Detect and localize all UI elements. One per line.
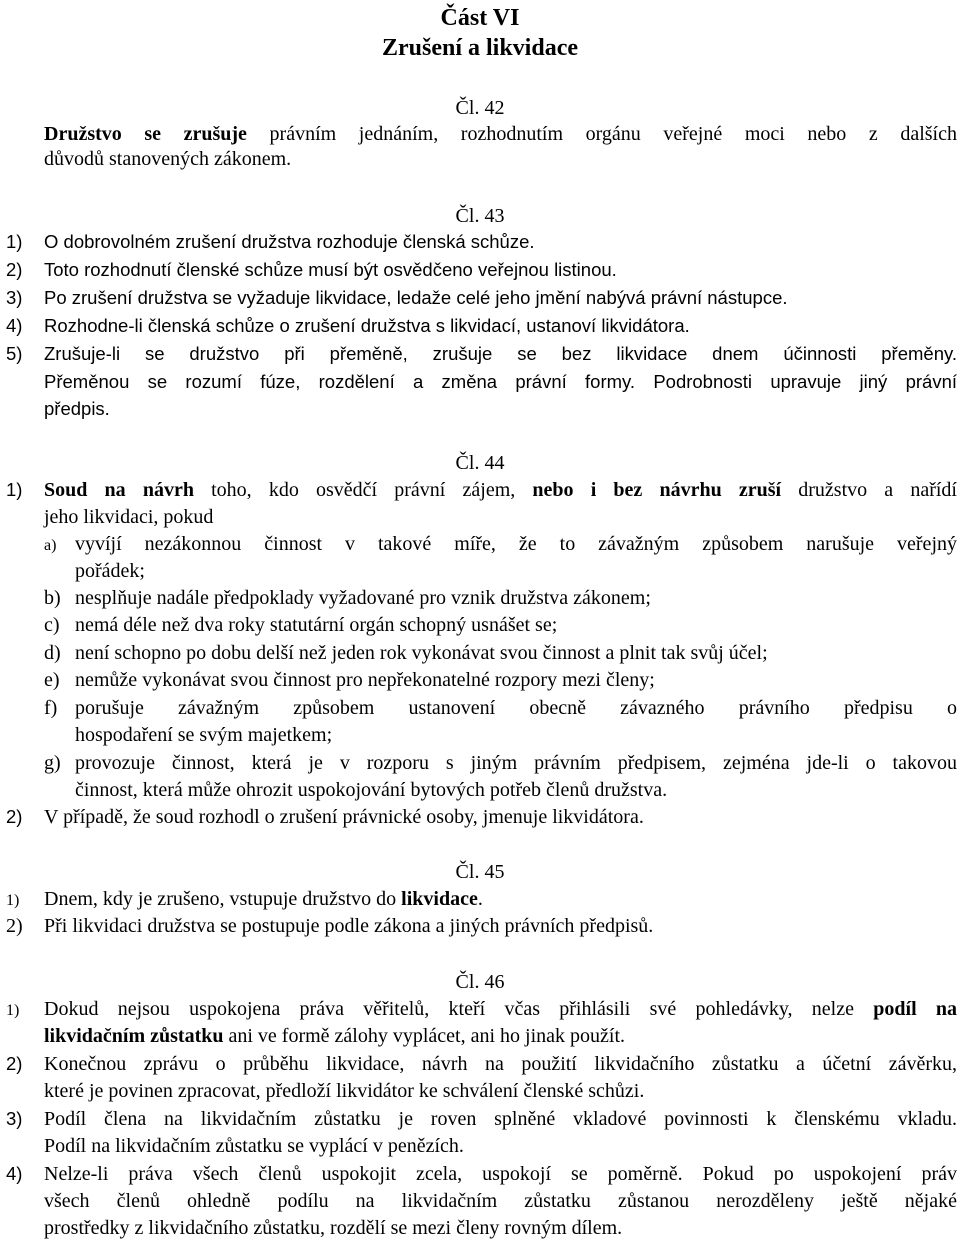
article-43-heading: Čl. 43 [455, 205, 505, 227]
sub-item-b: nesplňuje nadále předpoklady vyžadované pro vznik družstva zákonem; [75, 587, 651, 609]
article-46-para-2-line-2: které je povinen zpracovat, předloží likvidátor ke schválení členské schůzi. [44, 1080, 645, 1102]
article-46-para-4-line-1: Nelze-li práva všech členů uspokojit zcela, uspokojí se poměrně. Pokud po uspokojení práv [44, 1163, 957, 1185]
article-46-para-1-bold-2: likvidačním zůstatku [44, 1025, 224, 1047]
article-42-bold: Družstvo se zrušuje [44, 123, 247, 145]
article-43-item-1-number: 1) [6, 231, 23, 252]
sub-item-c: nemá déle než dva roky statutární orgán schopný usnášet se; [75, 614, 558, 636]
article-46-para-2-line-1: Konečnou zprávu o průběhu likvidace, návrh na použití likvidačního zůstatku a účetní závěrku, [44, 1053, 957, 1075]
sub-item-e: nemůže vykonávat svou činnost pro nepřekonatelné rozpory mezi členy; [75, 669, 655, 691]
sub-item-f-label: f) [44, 697, 58, 719]
article-43-item-1: O dobrovolném zrušení družstva rozhoduje členská schůze. [44, 231, 535, 252]
article-46-para-2-number: 2) [6, 1053, 23, 1074]
article-44-para-2-number: 2) [6, 806, 23, 827]
sub-item-b-label: b) [44, 587, 61, 609]
article-46-para-1-text: Dokud nejsou uspokojena práva věřitelů, kteří včas přihlásili své pohledávky, nelze [44, 998, 874, 1020]
article-45-para-1 [44, 887, 957, 911]
article-46-heading: Čl. 46 [455, 971, 505, 993]
part-title: Část VI [440, 5, 520, 31]
article-45-para-1-number: 1) [6, 892, 20, 909]
article-42-line-1 [44, 122, 957, 146]
article-45-heading: Čl. 45 [455, 861, 505, 883]
sub-item-a-label: a) [44, 537, 57, 554]
sub-item-a: vyvíjí nezákonnou činnost v takové míře, že to závažným způsobem narušuje veřejný [75, 533, 957, 555]
sub-item-f-line-2: hospodaření se svým majetkem; [75, 724, 333, 746]
article-42-text: právním jednáním, rozhodnutím orgánu veřejné moci nebo z dalších [246, 123, 957, 145]
article-46-para-4-line-3: prostředky z likvidačního zůstatku, rozdělí se mezi členy rovným dílem. [44, 1217, 623, 1239]
article-46-para-3-line-1: Podíl člena na likvidačním zůstatku je roven splněné vkladové povinnosti k členskému vkladu. [44, 1108, 957, 1130]
article-44-bold-1: Soud na návrh [44, 479, 194, 501]
article-46-para-1-number: 1) [6, 1002, 20, 1019]
article-43-item-3-number: 3) [6, 287, 23, 308]
article-43-item-5-line-3: předpis. [44, 398, 110, 419]
sub-item-c-label: c) [44, 614, 60, 636]
article-44-para-1-number: 1) [6, 479, 23, 500]
article-45-para-2-number: 2) [6, 915, 23, 937]
article-46-para-4-number: 4) [6, 1163, 23, 1184]
article-44-para-2: V případě, že soud rozhodl o zrušení právnické osoby, jmenuje likvidátora. [44, 806, 644, 828]
part-subtitle: Zrušení a likvidace [381, 35, 579, 61]
article-45-bold: likvidace [401, 888, 478, 910]
article-45-text: Dnem, kdy je zrušeno, vstupuje družstvo do [44, 888, 402, 910]
article-46-para-1-line-2 [44, 1024, 957, 1048]
article-43-item-2: Toto rozhodnutí členské schůze musí být osvědčeno veřejnou listinou. [44, 259, 617, 280]
article-43-item-5-line-2: Přeměnou se rozumí fúze, rozdělení a změna právní formy. Podrobnosti upravuje jiný právní [44, 371, 957, 392]
sub-item-d: není schopno po dobu delší než jeden rok vykonávat svou činnost a plnit tak svůj účel; [75, 642, 768, 664]
article-43-item-2-number: 2) [6, 259, 23, 280]
sub-item-g: provozuje činnost, která je v rozporu s jiným právním předpisem, zejména jde-li o takovou [75, 752, 957, 774]
article-46-para-3-number: 3) [6, 1108, 23, 1129]
article-46-para-4-line-2: všech členů ohledně podílu na likvidačním zůstatku zůstanou nerozděleny ještě nějaké [44, 1190, 957, 1212]
sub-item-g-line-2: činnost, která může ohrozit uspokojování bytových potřeb členů družstva. [75, 779, 668, 801]
article-44-text-1: toho, kdo osvědčí právní zájem, [193, 479, 533, 501]
article-43-item-4: Rozhodne-li členská schůze o zrušení družstva s likvidací, ustanoví likvidátora. [44, 315, 690, 336]
article-46-para-1-line-1 [44, 997, 957, 1021]
article-43-item-5-number: 5) [6, 343, 23, 364]
article-46-para-3-line-2: Podíl na likvidačním zůstatku se vyplácí v penězích. [44, 1135, 464, 1157]
article-44-para-1-line-1 [44, 478, 957, 502]
article-42-line-2: důvodů stanovených zákonem. [44, 148, 292, 170]
article-43-item-4-number: 4) [6, 315, 23, 336]
sub-item-a-line-2: pořádek; [75, 560, 145, 582]
article-43-item-3: Po zrušení družstva se vyžaduje likvidace, ledaže celé jeho jmění nabývá právní nástupce. [44, 287, 788, 308]
sub-item-e-label: e) [44, 669, 60, 691]
article-45-para-2: Při likvidaci družstva se postupuje podle zákona a jiných právních předpisů. [44, 915, 654, 937]
article-46-para-1-text-2: ani ve formě zálohy vyplácet, ani ho jinak použít. [223, 1025, 626, 1047]
article-45-end: . [477, 888, 483, 910]
sub-item-g-label: g) [44, 752, 61, 774]
sub-item-f: porušuje závažným způsobem ustanovení obecně závazného právního předpisu o [75, 697, 957, 719]
article-44-heading: Čl. 44 [455, 452, 505, 474]
article-42-heading: Čl. 42 [455, 97, 505, 119]
article-44-text-2: družstvo a nařídí [781, 479, 957, 501]
article-43-item-5: Zrušuje-li se družstvo při přeměně, zrušuje se bez likvidace dnem účinnosti přeměny. [44, 343, 957, 364]
sub-item-d-label: d) [44, 642, 61, 664]
article-44-bold-2: nebo i bez návrhu zruší [532, 479, 782, 501]
article-46-para-1-bold: podíl na [873, 998, 958, 1020]
article-44-para-1-line-2: jeho likvidaci, pokud [44, 506, 214, 528]
